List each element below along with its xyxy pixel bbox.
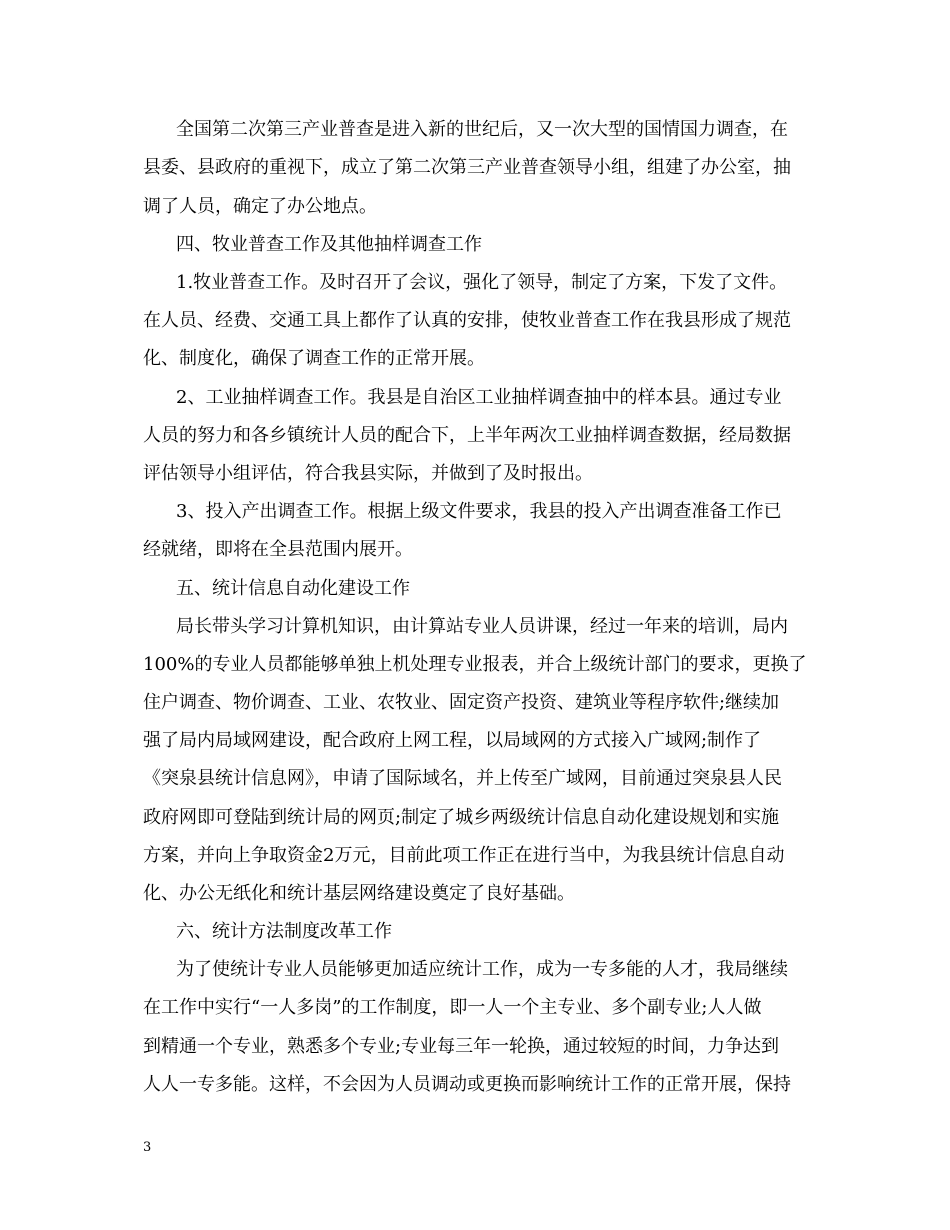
- text-line: 化、办公无纸化和统计基层网络建设奠定了良好基础。: [143, 883, 575, 904]
- text-line: 100%的专业人员都能够单独上机处理专业报表，并合上级统计部门的要求，更换了: [143, 654, 807, 675]
- text-line: 政府网即可登陆到统计局的网页;制定了城乡两级统计信息自动化建设规划和实施: [143, 807, 780, 828]
- text-line: 人人一专多能。这样，不会因为人员调动或更换而影响统计工作的正常开展，保持: [143, 1074, 791, 1095]
- text-line: 全国第二次第三产业普查是进入新的世纪后，又一次大型的国情国力调查，在: [176, 119, 788, 140]
- text-line: 调了人员，确定了办公地点。: [143, 196, 377, 217]
- text-line: 评估领导小组评估，符合我县实际，并做到了及时报出。: [143, 463, 593, 484]
- text-line: 局长带头学习计算机知识，由计算站专业人员讲课，经过一年来的培训，局内: [176, 616, 788, 637]
- text-line: 在工作中实行“一人多岗”的工作制度，即一人一个主专业、多个副专业;人人做: [143, 997, 762, 1018]
- text-line: 在人员、经费、交通工具上都作了认真的安排，使牧业普查工作在我县形成了规范: [143, 310, 791, 331]
- text-line: 3、投入产出调查工作。根据上级文件要求，我县的投入产出调查准备工作已: [176, 501, 782, 522]
- text-line: 人员的努力和各乡镇统计人员的配合下，上半年两次工业抽样调查数据，经局数据: [143, 425, 791, 446]
- section-heading: 六、统计方法制度改革工作: [176, 921, 392, 942]
- text-line: 为了使统计专业人员能够更加适应统计工作，成为一专多能的人才，我局继续: [176, 959, 788, 980]
- text-line: 《突泉县统计信息网》，申请了国际域名，并上传至广域网，目前通过突泉县人民: [143, 768, 782, 789]
- text-line: 2、工业抽样调查工作。我县是自治区工业抽样调查抽中的样本县。通过专业: [176, 387, 782, 408]
- page-number: 3: [143, 1140, 152, 1155]
- text-line: 强了局内局域网建设，配合政府上网工程，以局域网的方式接入广域网;制作了: [143, 730, 762, 751]
- text-line: 到精通一个专业，熟悉多个专业;专业每三年一轮换，通过较短的时间，力争达到: [143, 1036, 780, 1057]
- text-line: 化、制度化，确保了调查工作的正常开展。: [143, 348, 485, 369]
- text-line: 方案，并向上争取资金2万元，目前此项工作正在进行当中，为我县统计信息自动: [143, 845, 785, 866]
- section-heading: 四、牧业普查工作及其他抽样调查工作: [176, 234, 482, 255]
- text-line: 经就绪，即将在全县范围内展开。: [143, 539, 413, 560]
- text-line: 住户调查、物价调查、工业、农牧业、固定资产投资、建筑业等程序软件;继续加: [143, 692, 780, 713]
- section-heading: 五、统计信息自动化建设工作: [176, 578, 410, 599]
- text-line: 县委、县政府的重视下，成立了第二次第三产业普查领导小组，组建了办公室，抽: [143, 157, 791, 178]
- text-line: 1.牧业普查工作。及时召开了会议，强化了领导，制定了方案，下发了文件。: [176, 272, 788, 293]
